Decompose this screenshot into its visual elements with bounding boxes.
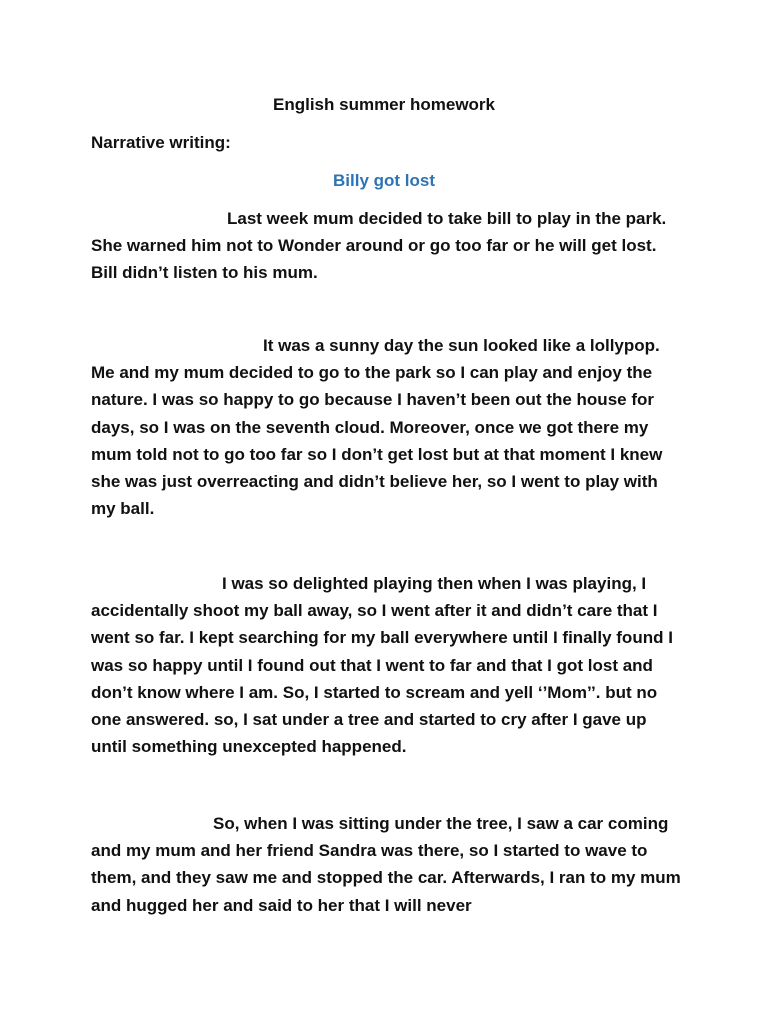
section-label: Narrative writing: (91, 133, 231, 152)
document-title: English summer homework (273, 95, 495, 114)
paragraph-4: So, when I was sitting under the tree, I saw a car coming and my mum and her friend Sandra was there, so I started to wave to them, and they saw me and stopped the car. Afterwards, I ran to my mum and hugged her and said to her that I will never (91, 814, 681, 915)
paragraph-2: It was a sunny day the sun looked like a lollypop. Me and my mum decided to go to the park so I can play and enjoy the nature. I was so happy to go because I haven’t been out the house for days, so I was on the seventh cloud. Moreover, once we got there my mum told not to go too far so I don’t get lost but at that moment I knew she was just overreacting and didn’t believe her, so I went to play with my ball. (91, 336, 663, 519)
paragraph-3: I was so delighted playing then when I was playing, I accidentally shoot my ball away, so I went after it and didn’t care that I went so far. I kept searching for my ball everywhere until I finally found I was so happy until I found out that I went to far and that I got lost and don’t know where I am. So, I started to scream and yell ‘’Mom’’. but no one answered. so, I sat under a tree and started to cry after I gave up until something unexcepted happened. (91, 574, 673, 757)
story-title: Billy got lost (333, 171, 435, 190)
paragraph-1: Last week mum decided to take bill to play in the park. She warned him not to Wonder around or go too far or he will get lost. Bill didn’t listen to his mum. (91, 209, 667, 283)
